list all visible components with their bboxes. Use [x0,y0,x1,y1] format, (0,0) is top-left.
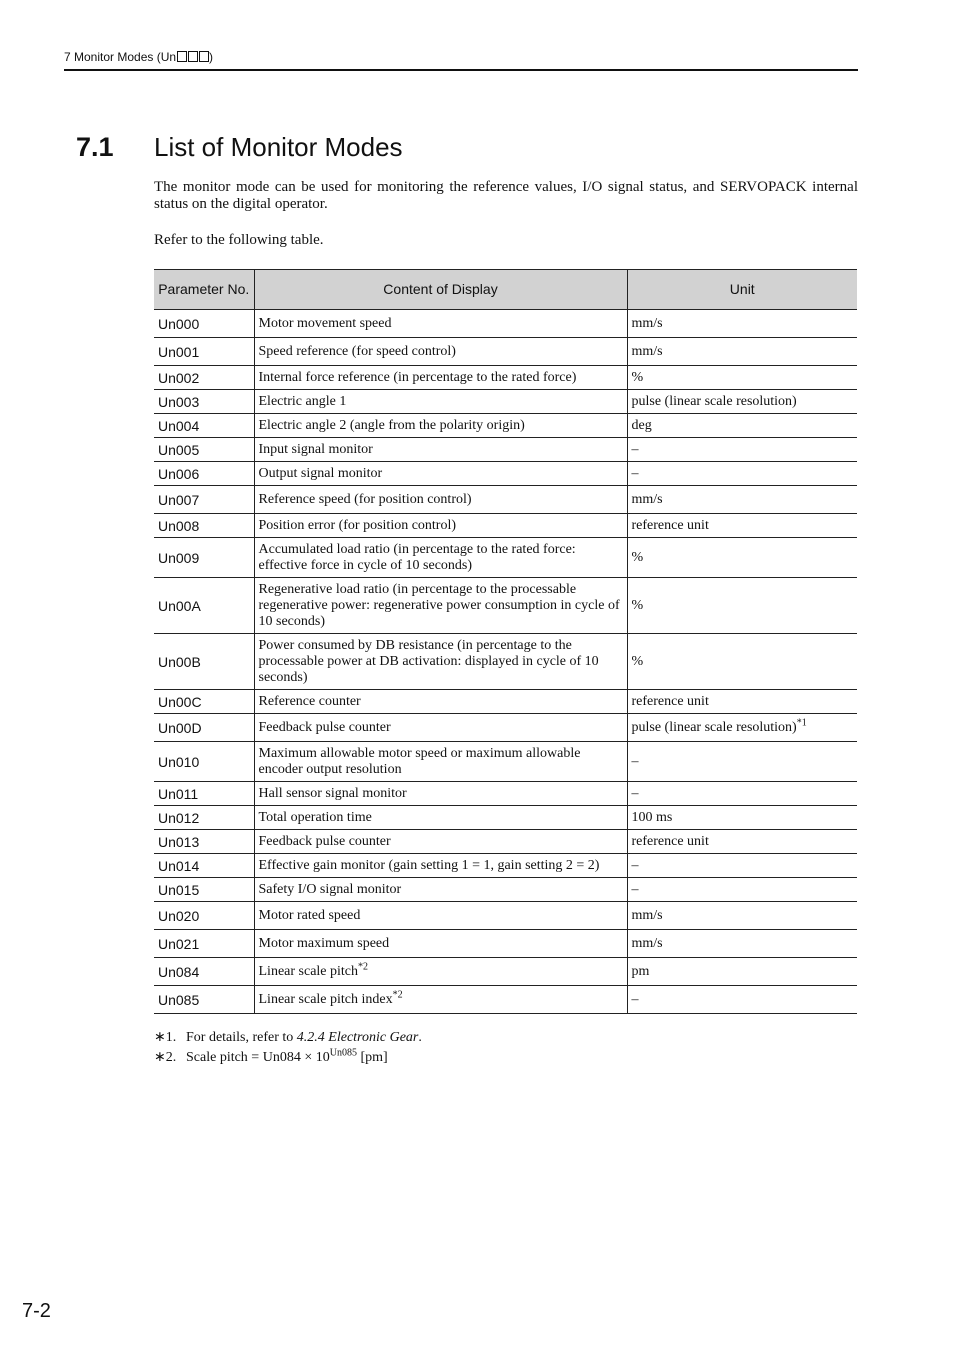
unit-cell: % [627,538,857,578]
parameter-no-cell: Un013 [154,830,254,854]
parameter-no-cell: Un00B [154,634,254,690]
parameter-no-cell: Un007 [154,486,254,514]
content-cell: Speed reference (for speed control) [254,338,627,366]
parameter-no-cell: Un014 [154,854,254,878]
table-row [154,486,857,514]
content-cell: Electric angle 2 (angle from the polarity origin) [254,414,627,438]
unit-cell: – [627,854,857,878]
unit-cell: deg [627,414,857,438]
table-row [154,634,857,690]
table-row [154,438,857,462]
footnotes [154,1028,422,1068]
refer-paragraph: Refer to the following table. [154,232,324,248]
content-cell: Linear scale pitch index$^{*2}$ [254,986,627,1014]
unit-cell: % [627,634,857,690]
column-header-content: Content of Display [254,270,627,310]
table-header-row [154,270,857,310]
content-cell: Reference counter [254,690,627,714]
parameter-no-cell: Un008 [154,514,254,538]
parameter-no-cell: Un012 [154,806,254,830]
parameter-no-cell: Un000 [154,310,254,338]
parameter-no-cell: Un001 [154,338,254,366]
unit-cell: mm/s [627,930,857,958]
unit-cell: reference unit [627,514,857,538]
content-cell: Power consumed by DB resistance (in percentage to the processable power at DB activation: displayed in cycle of 10 seconds) [254,634,627,690]
table-row [154,958,857,986]
content-cell: Position error (for position control) [254,514,627,538]
footnote-1: ∗1. For details, refer to 4.2.4 Electronic Gear. [154,1030,422,1045]
table-row [154,338,857,366]
section-title: List of Monitor Modes [154,132,403,162]
parameter-no-cell: Un021 [154,930,254,958]
parameter-no-cell: Un00D [154,714,254,742]
parameter-no-cell: Un005 [154,438,254,462]
content-cell: Reference speed (for position control) [254,486,627,514]
table-row [154,310,857,338]
unit-cell: – [627,878,857,902]
content-cell: Motor maximum speed [254,930,627,958]
parameter-no-cell: Un015 [154,878,254,902]
content-cell: Motor movement speed [254,310,627,338]
content-cell: Motor rated speed [254,902,627,930]
content-cell: Maximum allowable motor speed or maximum allowable encoder output resolution [254,742,627,782]
table-row [154,414,857,438]
unit-cell: – [627,438,857,462]
table-row [154,578,857,634]
parameter-no-cell: Un010 [154,742,254,782]
unit-cell: % [627,366,857,390]
content-cell: Feedback pulse counter [254,830,627,854]
table-row [154,830,857,854]
parameter-no-cell: Un003 [154,390,254,414]
placeholder-box-icon [177,51,187,62]
section-number: 7.1 [76,132,114,162]
page-number: 7-2 [22,1300,51,1322]
unit-cell: mm/s [627,486,857,514]
unit-cell: – [627,462,857,486]
parameter-no-cell: Un011 [154,782,254,806]
content-cell: Regenerative load ratio (in percentage to the processable regenerative power: regenerative power consumption in cycle of 10 seconds) [254,578,627,634]
unit-cell: pulse (linear scale resolution) [627,390,857,414]
content-cell: Feedback pulse counter [254,714,627,742]
table-row [154,366,857,390]
table-row [154,902,857,930]
placeholder-box-icon [199,51,209,62]
running-header [64,50,213,64]
table-row [154,714,857,742]
parameter-no-cell: Un020 [154,902,254,930]
footnote-2: ∗2. Scale pitch = $Un084 \times 10^{Un085}$ [pm] [154,1047,388,1065]
parameter-no-cell: Un00C [154,690,254,714]
content-cell: Linear scale pitch$^{*2}$ [254,958,627,986]
unit-cell: mm/s [627,902,857,930]
content-cell: Hall sensor signal monitor [254,782,627,806]
table-row [154,878,857,902]
table-row [154,854,857,878]
parameter-no-cell: Un084 [154,958,254,986]
table-row [154,514,857,538]
intro-paragraph: The monitor mode can be used for monitoring the reference values, I/O signal status, and SERVOPACK internal status on the digital operator. [154,179,858,212]
table-row [154,806,857,830]
table-row [154,538,857,578]
content-cell: Input signal monitor [254,438,627,462]
table-row [154,390,857,414]
table-row [154,742,857,782]
unit-cell: pulse (linear scale resolution)$^{*1}$ [627,714,857,742]
table-row [154,782,857,806]
column-header-parameter-no: Parameter No. [154,270,254,310]
unit-cell: reference unit [627,830,857,854]
parameter-no-cell: Un002 [154,366,254,390]
content-cell: Effective gain monitor (gain setting 1 = 1, gain setting 2 = 2) [254,854,627,878]
unit-cell: – [627,742,857,782]
parameter-no-cell: Un00A [154,578,254,634]
table-row [154,930,857,958]
unit-cell: pm [627,958,857,986]
table-row [154,690,857,714]
unit-cell: – [627,782,857,806]
monitor-modes-table [154,269,857,1014]
table-row [154,986,857,1014]
running-header-suffix: ) [209,50,214,64]
content-cell: Output signal monitor [254,462,627,486]
placeholder-box-icon [188,51,198,62]
parameter-no-cell: Un004 [154,414,254,438]
unit-cell: mm/s [627,310,857,338]
unit-cell: 100 ms [627,806,857,830]
unit-cell: reference unit [627,690,857,714]
table-row [154,462,857,486]
unit-cell: – [627,986,857,1014]
unit-cell: mm/s [627,338,857,366]
header-rule [64,69,858,71]
footnote-1-reference: 4.2.4 Electronic Gear [296,1030,419,1045]
content-cell: Total operation time [254,806,627,830]
parameter-no-cell: Un009 [154,538,254,578]
column-header-unit: Unit [627,270,857,310]
content-cell: Internal force reference (in percentage to the rated force) [254,366,627,390]
parameter-no-cell: Un085 [154,986,254,1014]
content-cell: Electric angle 1 [254,390,627,414]
content-cell: Safety I/O signal monitor [254,878,627,902]
running-header-text: 7 Monitor Modes (Un [64,50,177,64]
table-body [154,310,857,1014]
content-cell: Accumulated load ratio (in percentage to the rated force: effective force in cycle of 10 seconds) [254,538,627,578]
unit-cell: % [627,578,857,634]
parameter-no-cell: Un006 [154,462,254,486]
